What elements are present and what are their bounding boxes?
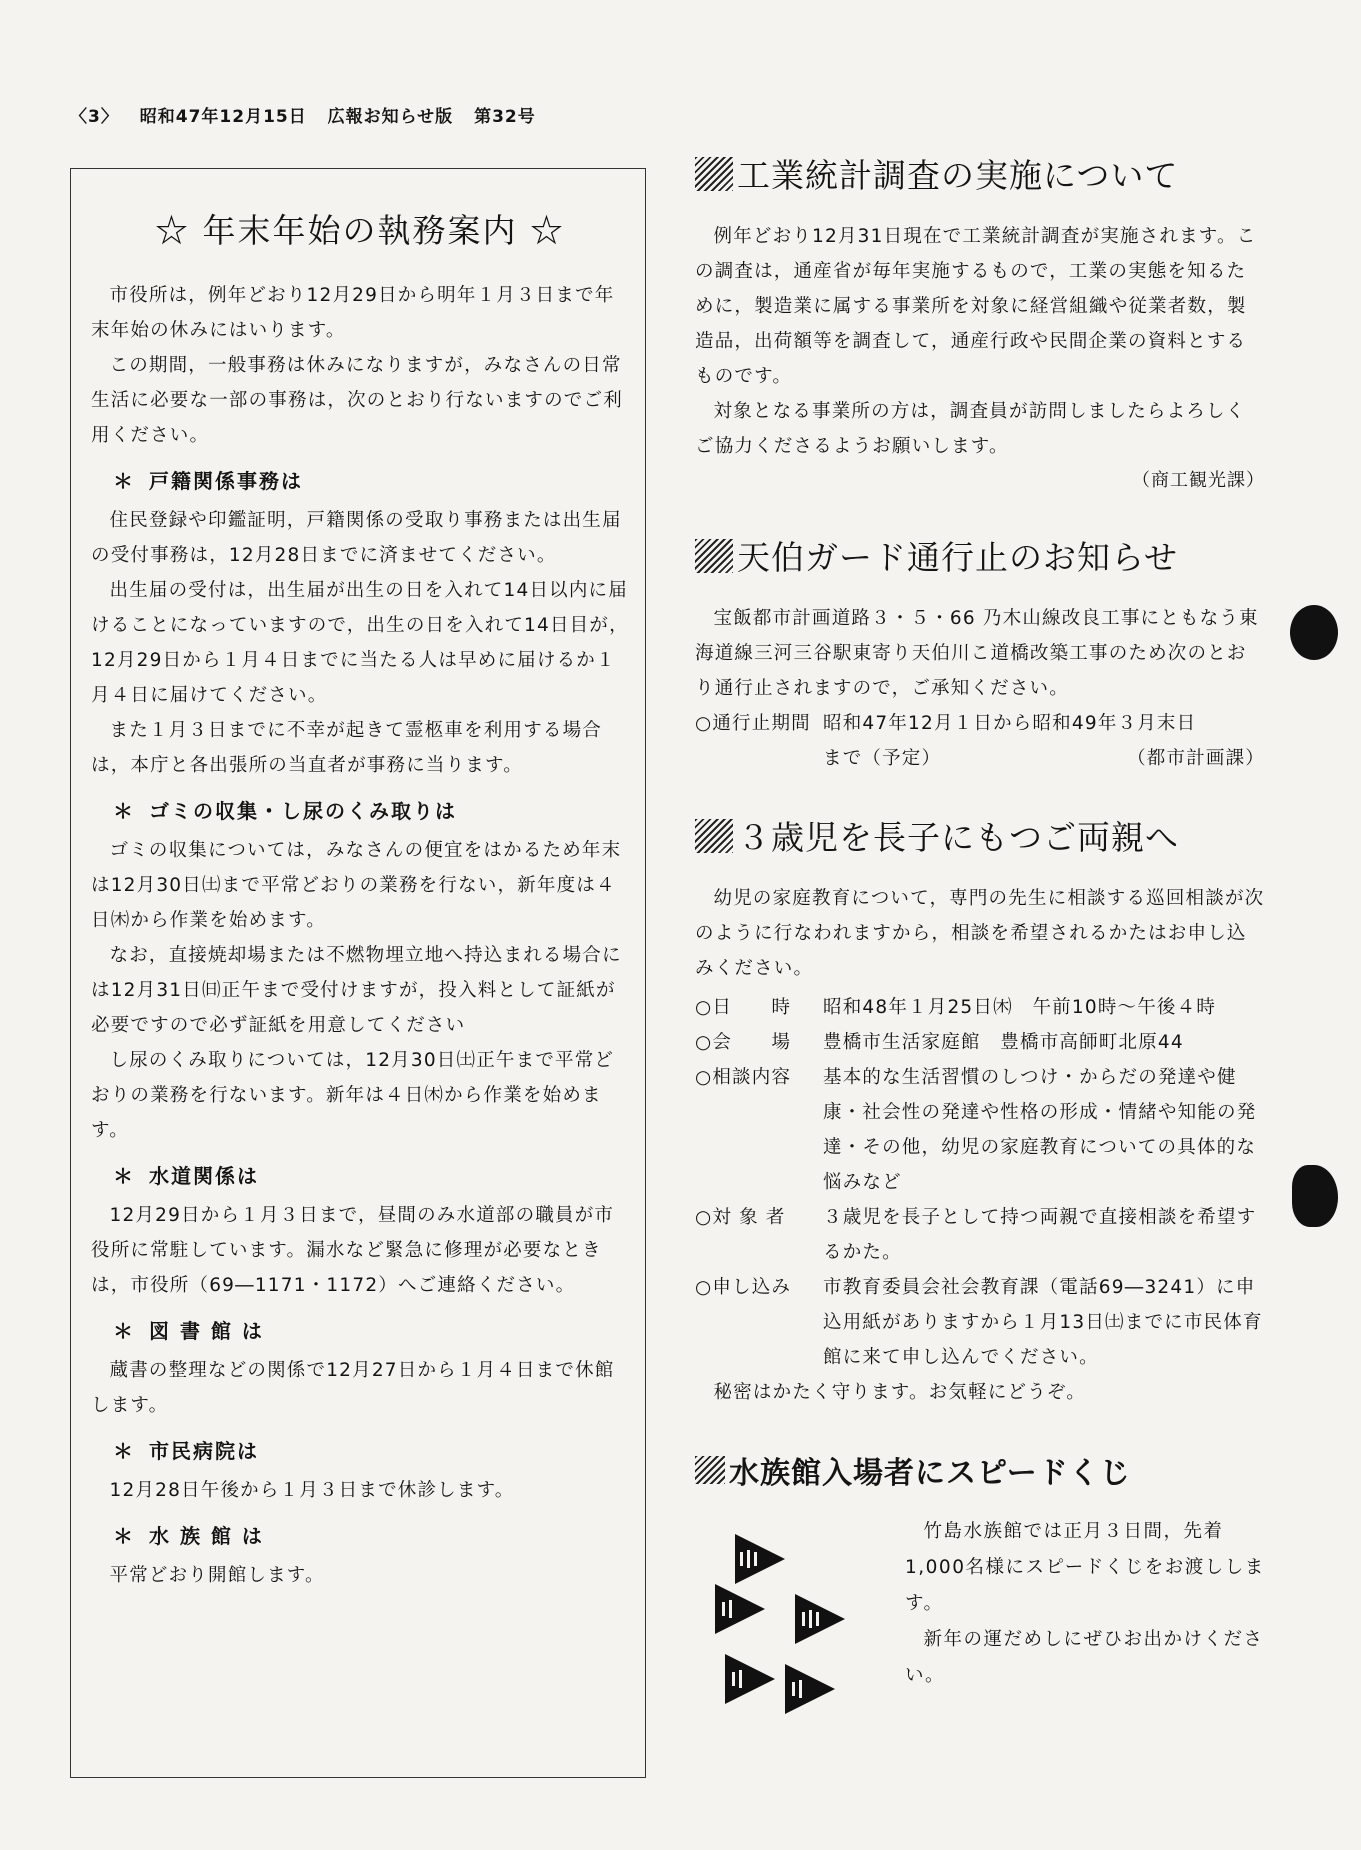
hatch-marker-icon [695,819,733,853]
survey-paragraph: 例年どおり12月31日現在で工業統計調査が実施されます。この調査は，通産省が毎年実施するもので，工業の実態を知るために，製造業に属する事業所を対象に経営組織や従業者数，製造品，出荷額等を調査して，通産行政や民間企業の資料とするものです。 [695,226,1257,387]
parents-title: ３歳児を長子にもつご両親へ [695,812,1265,859]
parents-article [695,812,1265,1410]
page-number: 〈3〉 [70,107,119,127]
aquarium-title: 水族館入場者にスピードくじ [695,1448,1265,1492]
section-paragraph: 出生届の受付は，出生届が出生の日を入れて14日以内に届けることになっていますので，出生の日を入れて14日目が，12月29日から１月４日までに当たる人は早めに届けるか１月４日に届けてください。 [91,580,629,706]
section-heading: ＊ ゴミの収集・し尿のくみ取りは [113,799,457,823]
intro-paragraph: 市役所は，例年どおり12月29日から明年１月３日まで年末年始の休みにはいります。 [91,285,615,341]
guard-period-continued [695,741,1265,776]
right-column [695,150,1265,1744]
asterisk-icon: ＊ [113,469,135,493]
issue-date: 昭和47年12月15日 [139,107,307,127]
parents-item: ○相談内容 基本的な生活習慣のしつけ・からだの発達や健康・社会性の発達や性格の形成・情緒や知能の発達・その他，幼児の家庭教育についての具体的な悩みなど [695,1067,1257,1193]
hatch-marker-icon [695,539,733,573]
asterisk-icon: ＊ [113,1319,135,1343]
parents-note: 秘密はかたく守ります。お気軽にどうぞ。 [713,1382,1086,1403]
section-heading: ＊ 市民病院は [113,1439,259,1463]
section-heading: ＊ 水道関係は [113,1164,259,1188]
ink-blot [1292,1165,1338,1227]
aquarium-paragraph: 竹島水族館では正月３日間，先着1,000名様にスピードくじをお渡しします。 [905,1521,1265,1614]
survey-title: 工業統計調査の実施について [695,150,1265,197]
guard-title: 天伯ガード通行止のお知らせ [695,532,1265,579]
parents-paragraph: 幼児の家庭教育について，専門の先生に相談する巡回相談が次のように行なわれますから，相談を希望されるかたはお申し込みください。 [695,888,1265,979]
guard-credit: （都市計画課） [1127,748,1265,769]
aquarium-article [695,1448,1265,1744]
aquarium-body [695,1514,1265,1744]
hatch-marker-icon [695,1456,725,1484]
period-continued: まで（予定） [823,748,942,769]
survey-credit: （商工観光課） [1132,470,1265,491]
section-paragraph: 12月29日から１月３日まで，昼間のみ水道部の職員が市役所に常駐しています。漏水など緊急に修理が必要なときは，市役所（69―1171・1172）へご連絡ください。 [91,1205,615,1296]
section-heading: ＊ 水 族 館 は [113,1524,264,1548]
edition-name: 広報お知らせ版 [327,107,454,127]
asterisk-icon: ＊ [113,1524,135,1548]
aquarium-text [905,1514,1265,1694]
page-header [70,102,550,127]
asterisk-icon: ＊ [113,799,135,823]
section-paragraph: 12月28日午後から１月３日まで休診します。 [109,1480,515,1501]
parents-item: ○申し込み 市教育委員会社会教育課（電話69―3241）に申込用紙がありますから１月13日㈯までに市民体育館に来て申し込んでください。 [695,1277,1263,1368]
section-heading: ＊ 図 書 館 は [113,1319,264,1343]
period-label: ○通行止期間 [695,713,811,734]
issue-number: 第32号 [474,107,536,127]
guard-article [695,532,1265,776]
ink-blot [1290,605,1338,660]
section-paragraph: 蔵書の整理などの関係で12月27日から１月４日まで休館します。 [91,1360,615,1416]
section-paragraph: 住民登録や印鑑証明，戸籍関係の受取り事務または出生届の受付事務は，12月28日までに済ませてください。 [91,510,622,566]
section-paragraph: また１月３日までに不幸が起きて霊柩車を利用する場合は，本庁と各出張所の当直者が事務に当ります。 [91,720,603,776]
guard-paragraph: 宝飯都市計画道路３・５・66 乃木山線改良工事にともなう東海道線三河三谷駅東寄り天伯川こ道橋改築工事のため次のとおり通行止されますので，ご承知ください。 [695,608,1259,699]
period-value: 昭和47年12月１日から昭和49年３月末日 [823,713,1197,734]
survey-paragraph: 対象となる事業所の方は，調査員が訪問しましたらよろしくご協力くださるようお願いします。 [695,401,1246,457]
year-end-title: ☆ 年末年始の執務案内 ☆ [155,211,565,250]
year-end-services-box [70,168,646,1778]
section-paragraph: なお，直接焼却場または不燃物埋立地へ持込まれる場合には12月31日㈰正午まで受付けますが，投入料として証紙が必要ですので必ず証紙を用意してください [91,945,622,1036]
intro-paragraph: この期間，一般事務は休みになりますが，みなさんの日常生活に必要な一部の事務は，次のとおり行ないますのでご利用ください。 [91,355,623,446]
survey-article [695,150,1265,498]
parents-item: ○対 象 者 ３歳児を長子として持つ両親で直接相談を希望するかた。 [695,1207,1257,1263]
asterisk-icon: ＊ [113,1164,135,1188]
section-paragraph: ゴミの収集については，みなさんの便宜をはかるため年末は12月30日㈯まで平常どおりの業務を行ない，新年度は４日㈭から作業を始めます。 [91,840,622,931]
section-heading: ＊ 戸籍関係事務は [113,469,303,493]
aquarium-paragraph: 新年の運だめしにぜひお出かけください。 [905,1629,1264,1686]
parents-item: ○日 時 昭和48年１月25日㈭ 午前10時～午後４時 [695,997,1217,1018]
parents-item: ○会 場 豊橋市生活家庭館 豊橋市高師町北原44 [695,1032,1184,1053]
asterisk-icon: ＊ [113,1439,135,1463]
hatch-marker-icon [695,157,733,191]
section-paragraph: 平常どおり開館します。 [109,1565,325,1586]
fish-illustration [695,1524,875,1734]
section-paragraph: し尿のくみ取りについては，12月30日㈯正午まで平常どおりの業務を行ないます。新年は４日㈭から作業を始めます。 [91,1050,615,1141]
guard-period [695,706,1265,741]
